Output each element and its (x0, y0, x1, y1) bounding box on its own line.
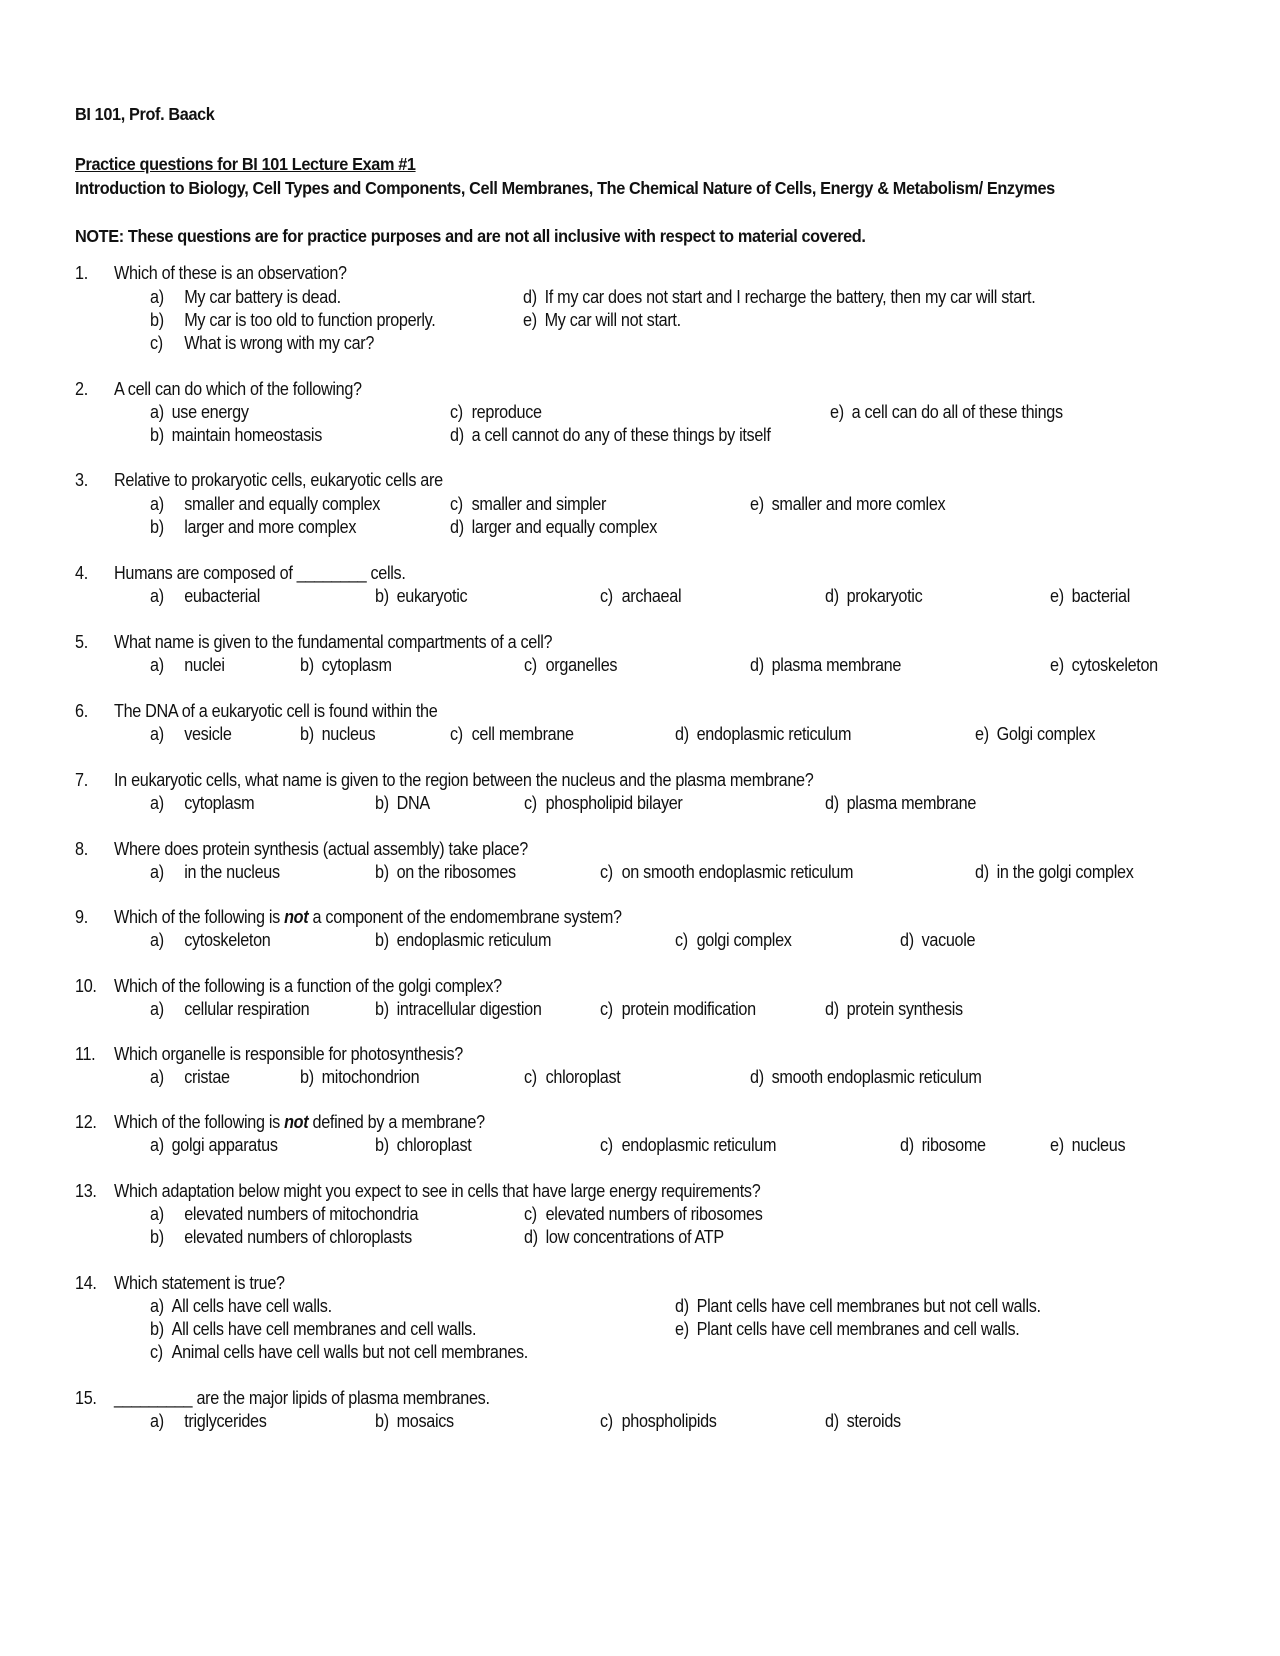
option-letter: c) (524, 1067, 537, 1087)
option-letter: c) (150, 1342, 163, 1362)
answer-option (450, 517, 657, 538)
option-text: mosaics (396, 1411, 454, 1431)
question-text (114, 1112, 485, 1133)
course-header: BI 101, Prof. Baack (75, 104, 215, 124)
option-text: smooth endoplasmic reticulum (771, 1067, 982, 1087)
option-text: endoplasmic reticulum (396, 930, 552, 950)
question-text: Which statement is true? (114, 1273, 285, 1293)
option-letter: d) (975, 862, 989, 882)
answer-option (150, 1227, 412, 1248)
question-text: A cell can do which of the following? (114, 379, 362, 399)
answer-option (825, 1411, 901, 1432)
option-text: plasma membrane (846, 793, 977, 813)
option-letter: a) (150, 999, 164, 1019)
topics-line: Introduction to Biology, Cell Types and Components, Cell Membranes, The Chemical Nature of Cells, Energy & Metabolism/ Enzymes (75, 178, 1055, 198)
answer-option (150, 724, 232, 745)
answer-option (375, 793, 430, 814)
answer-option (150, 402, 249, 423)
option-text: nucleus (321, 724, 376, 744)
option-text: cytoskeleton (184, 930, 271, 950)
option-text: prokaryotic (846, 586, 923, 606)
answer-option (150, 999, 309, 1020)
answer-option (150, 1135, 278, 1156)
question-number: 5. (75, 632, 88, 652)
option-text: DNA (396, 793, 430, 813)
answer-option (375, 999, 542, 1020)
option-text: on smooth endoplasmic reticulum (621, 862, 854, 882)
option-text: My car battery is dead. (184, 287, 341, 307)
option-text: cristae (184, 1067, 230, 1087)
page-title: Practice questions for BI 101 Lecture Exam #1 (75, 154, 416, 174)
option-letter: e) (675, 1319, 689, 1339)
option-letter: b) (375, 1135, 389, 1155)
option-text: reproduce (471, 402, 542, 422)
answer-option (150, 862, 280, 883)
answer-option (750, 1067, 982, 1088)
option-text: mitochondrion (321, 1067, 420, 1087)
option-text: larger and equally complex (471, 517, 658, 537)
option-letter: d) (750, 655, 764, 675)
option-letter: c) (450, 724, 463, 744)
question-number: 7. (75, 770, 88, 790)
answer-option (375, 1411, 454, 1432)
option-letter: b) (150, 310, 164, 330)
answer-option (524, 1204, 762, 1225)
option-letter: b) (375, 862, 389, 882)
option-letter: b) (150, 1319, 164, 1339)
answer-option (523, 310, 681, 331)
answer-option (900, 1135, 986, 1156)
answer-option (150, 586, 260, 607)
option-letter: a) (150, 930, 164, 950)
option-text: use energy (171, 402, 249, 422)
option-letter: a) (150, 402, 164, 422)
option-text: Golgi complex (996, 724, 1096, 744)
question-text: Which organelle is responsible for photosynthesis? (114, 1044, 463, 1064)
option-letter: a) (150, 494, 164, 514)
answer-option (524, 793, 682, 814)
answer-option (1050, 655, 1158, 676)
answer-option (750, 494, 945, 515)
answer-option (150, 1319, 476, 1340)
option-letter: b) (300, 655, 314, 675)
option-text: intracellular digestion (396, 999, 542, 1019)
question-number: 6. (75, 701, 88, 721)
option-letter: c) (600, 1411, 613, 1431)
question-text: What name is given to the fundamental compartments of a cell? (114, 632, 553, 652)
answer-option (375, 930, 551, 951)
question-number: 13. (75, 1181, 97, 1201)
option-letter: d) (750, 1067, 764, 1087)
option-text: protein synthesis (846, 999, 963, 1019)
option-letter: b) (375, 793, 389, 813)
option-text: nuclei (184, 655, 225, 675)
question-number: 14. (75, 1273, 97, 1293)
option-text: golgi complex (696, 930, 792, 950)
option-text: steroids (846, 1411, 901, 1431)
option-text: a cell cannot do any of these things by itself (471, 425, 771, 445)
answer-option (825, 999, 963, 1020)
option-letter: a) (150, 1411, 164, 1431)
option-letter: c) (600, 862, 613, 882)
answer-option (450, 425, 771, 446)
answer-option (600, 999, 756, 1020)
option-letter: b) (150, 1227, 164, 1247)
question-number: 11. (75, 1044, 96, 1064)
option-letter: e) (1050, 1135, 1064, 1155)
option-letter: c) (600, 1135, 613, 1155)
option-text: triglycerides (184, 1411, 267, 1431)
option-letter: d) (825, 793, 839, 813)
answer-option (150, 287, 341, 308)
option-text: in the nucleus (184, 862, 280, 882)
question-text: In eukaryotic cells, what name is given to the region between the nucleus and the plasma membrane? (114, 770, 814, 790)
question-number: 8. (75, 839, 88, 859)
question-text-part: a component of the endomembrane system? (312, 907, 622, 927)
option-letter: d) (900, 930, 914, 950)
option-letter: d) (675, 1296, 689, 1316)
option-text: archaeal (621, 586, 682, 606)
option-text: a cell can do all of these things (851, 402, 1063, 422)
answer-option (450, 402, 542, 423)
option-text: All cells have cell walls. (171, 1296, 332, 1316)
answer-option (150, 1296, 332, 1317)
question-number: 3. (75, 470, 88, 490)
option-letter: a) (150, 1067, 164, 1087)
answer-option (600, 1411, 717, 1432)
option-letter: b) (375, 999, 389, 1019)
option-letter: c) (150, 333, 163, 353)
option-text: vesicle (184, 724, 232, 744)
question-text: Where does protein synthesis (actual assembly) take place? (114, 839, 528, 859)
option-letter: c) (524, 793, 537, 813)
option-letter: e) (523, 310, 537, 330)
answer-option (825, 793, 976, 814)
option-letter: e) (750, 494, 764, 514)
answer-option (600, 586, 681, 607)
option-letter: b) (150, 517, 164, 537)
answer-option (600, 862, 853, 883)
answer-option (675, 1296, 1041, 1317)
option-text: eukaryotic (396, 586, 468, 606)
question-number: 10. (75, 976, 97, 996)
option-letter: c) (450, 402, 463, 422)
option-text: phospholipid bilayer (545, 793, 683, 813)
option-text: bacterial (1071, 586, 1131, 606)
option-text: on the ribosomes (396, 862, 516, 882)
answer-option (975, 724, 1095, 745)
question-text-part: Which of the following is (114, 1112, 280, 1132)
option-letter: d) (900, 1135, 914, 1155)
answer-option (150, 655, 225, 676)
option-letter: a) (150, 793, 164, 813)
option-text: My car is too old to function properly. (184, 310, 436, 330)
option-text: Plant cells have cell membranes but not cell walls. (696, 1296, 1041, 1316)
answer-option (524, 1067, 620, 1088)
answer-option (375, 862, 516, 883)
answer-option (150, 494, 380, 515)
option-letter: d) (523, 287, 537, 307)
answer-option (375, 586, 467, 607)
answer-option (150, 1067, 230, 1088)
question-text: _________ are the major lipids of plasma membranes. (114, 1388, 490, 1408)
answer-option (675, 1319, 1019, 1340)
option-letter: a) (150, 586, 164, 606)
option-text: endoplasmic reticulum (621, 1135, 777, 1155)
option-letter: a) (150, 655, 164, 675)
option-letter: c) (675, 930, 688, 950)
option-text: Animal cells have cell walls but not cell membranes. (171, 1342, 528, 1362)
answer-option (375, 1135, 471, 1156)
option-text: elevated numbers of mitochondria (184, 1204, 419, 1224)
answer-option (150, 1342, 528, 1363)
option-letter: d) (675, 724, 689, 744)
option-text: phospholipids (621, 1411, 717, 1431)
question-number: 2. (75, 379, 88, 399)
answer-option (523, 287, 1035, 308)
answer-option (1050, 586, 1130, 607)
option-text: cytoplasm (184, 793, 255, 813)
answer-option (150, 333, 374, 354)
option-text: What is wrong with my car? (184, 333, 375, 353)
option-text: chloroplast (396, 1135, 472, 1155)
question-text-part: Which of the following is (114, 907, 280, 927)
option-text: Plant cells have cell membranes and cell walls. (696, 1319, 1020, 1339)
answer-option (1050, 1135, 1125, 1156)
question-text: Humans are composed of ________ cells. (114, 563, 406, 583)
option-letter: a) (150, 862, 164, 882)
question-number: 4. (75, 563, 88, 583)
option-text: cellular respiration (184, 999, 310, 1019)
option-text: cytoplasm (321, 655, 392, 675)
question-number: 1. (75, 263, 88, 283)
option-text: plasma membrane (771, 655, 902, 675)
answer-option (300, 655, 392, 676)
option-text: If my car does not start and I recharge the battery, then my car will start. (544, 287, 1036, 307)
question-text: Which of the following is a function of the golgi complex? (114, 976, 502, 996)
question-text-emphasis: not (284, 907, 309, 927)
answer-option (300, 1067, 419, 1088)
answer-option (524, 655, 617, 676)
question-number: 12. (75, 1112, 97, 1132)
answer-option (150, 1411, 267, 1432)
answer-option (150, 310, 435, 331)
answer-option (600, 1135, 776, 1156)
question-text: Relative to prokaryotic cells, eukaryotic cells are (114, 470, 443, 490)
option-letter: c) (600, 999, 613, 1019)
option-letter: a) (150, 1296, 164, 1316)
answer-option (825, 586, 922, 607)
option-text: endoplasmic reticulum (696, 724, 852, 744)
option-text: smaller and equally complex (184, 494, 381, 514)
option-text: organelles (545, 655, 618, 675)
option-text: maintain homeostasis (171, 425, 322, 445)
option-letter: e) (830, 402, 844, 422)
answer-option (750, 655, 901, 676)
option-text: elevated numbers of chloroplasts (184, 1227, 412, 1247)
question-text: Which of these is an observation? (114, 263, 347, 283)
option-letter: b) (150, 425, 164, 445)
question-text (114, 907, 622, 928)
option-text: vacuole (921, 930, 976, 950)
option-letter: a) (150, 287, 164, 307)
option-letter: d) (450, 425, 464, 445)
answer-option (150, 793, 254, 814)
option-letter: e) (1050, 655, 1064, 675)
answer-option (524, 1227, 724, 1248)
option-text: smaller and more comlex (771, 494, 946, 514)
option-text: chloroplast (545, 1067, 621, 1087)
answer-option (150, 930, 270, 951)
option-letter: a) (150, 1204, 164, 1224)
option-text: smaller and simpler (471, 494, 607, 514)
note-line: NOTE: These questions are for practice purposes and are not all inclusive with respect to material covered. (75, 226, 866, 246)
option-text: low concentrations of ATP (545, 1227, 724, 1247)
answer-option (150, 425, 322, 446)
answer-option (150, 1204, 418, 1225)
option-letter: a) (150, 1135, 164, 1155)
option-text: My car will not start. (544, 310, 681, 330)
option-letter: c) (600, 586, 613, 606)
option-letter: b) (300, 1067, 314, 1087)
option-letter: d) (450, 517, 464, 537)
question-number: 9. (75, 907, 88, 927)
answer-option (450, 724, 574, 745)
answer-option (300, 724, 375, 745)
option-letter: b) (300, 724, 314, 744)
option-letter: d) (825, 586, 839, 606)
option-letter: c) (524, 1204, 537, 1224)
option-text: larger and more complex (184, 517, 357, 537)
option-text: protein modification (621, 999, 756, 1019)
question-text: Which adaptation below might you expect to see in cells that have large energy requirements? (114, 1181, 761, 1201)
option-text: in the golgi complex (996, 862, 1134, 882)
option-text: nucleus (1071, 1135, 1126, 1155)
question-text-emphasis: not (284, 1112, 309, 1132)
option-letter: c) (524, 655, 537, 675)
option-text: elevated numbers of ribosomes (545, 1204, 763, 1224)
option-letter: b) (375, 930, 389, 950)
question-text-part: defined by a membrane? (312, 1112, 485, 1132)
option-text: golgi apparatus (171, 1135, 278, 1155)
option-text: ribosome (921, 1135, 986, 1155)
option-letter: e) (975, 724, 989, 744)
option-letter: e) (1050, 586, 1064, 606)
answer-option (900, 930, 975, 951)
option-text: cell membrane (471, 724, 574, 744)
option-letter: b) (375, 1411, 389, 1431)
option-letter: d) (825, 999, 839, 1019)
option-text: cytoskeleton (1071, 655, 1158, 675)
option-letter: d) (524, 1227, 538, 1247)
option-letter: a) (150, 724, 164, 744)
answer-option (830, 402, 1063, 423)
option-letter: c) (450, 494, 463, 514)
question-number: 15. (75, 1388, 97, 1408)
question-text: The DNA of a eukaryotic cell is found within the (114, 701, 438, 721)
answer-option (150, 517, 356, 538)
answer-option (675, 930, 792, 951)
answer-option (975, 862, 1133, 883)
option-text: All cells have cell membranes and cell walls. (171, 1319, 477, 1339)
option-letter: b) (375, 586, 389, 606)
option-text: eubacterial (184, 586, 260, 606)
answer-option (675, 724, 851, 745)
answer-option (450, 494, 606, 515)
option-letter: d) (825, 1411, 839, 1431)
